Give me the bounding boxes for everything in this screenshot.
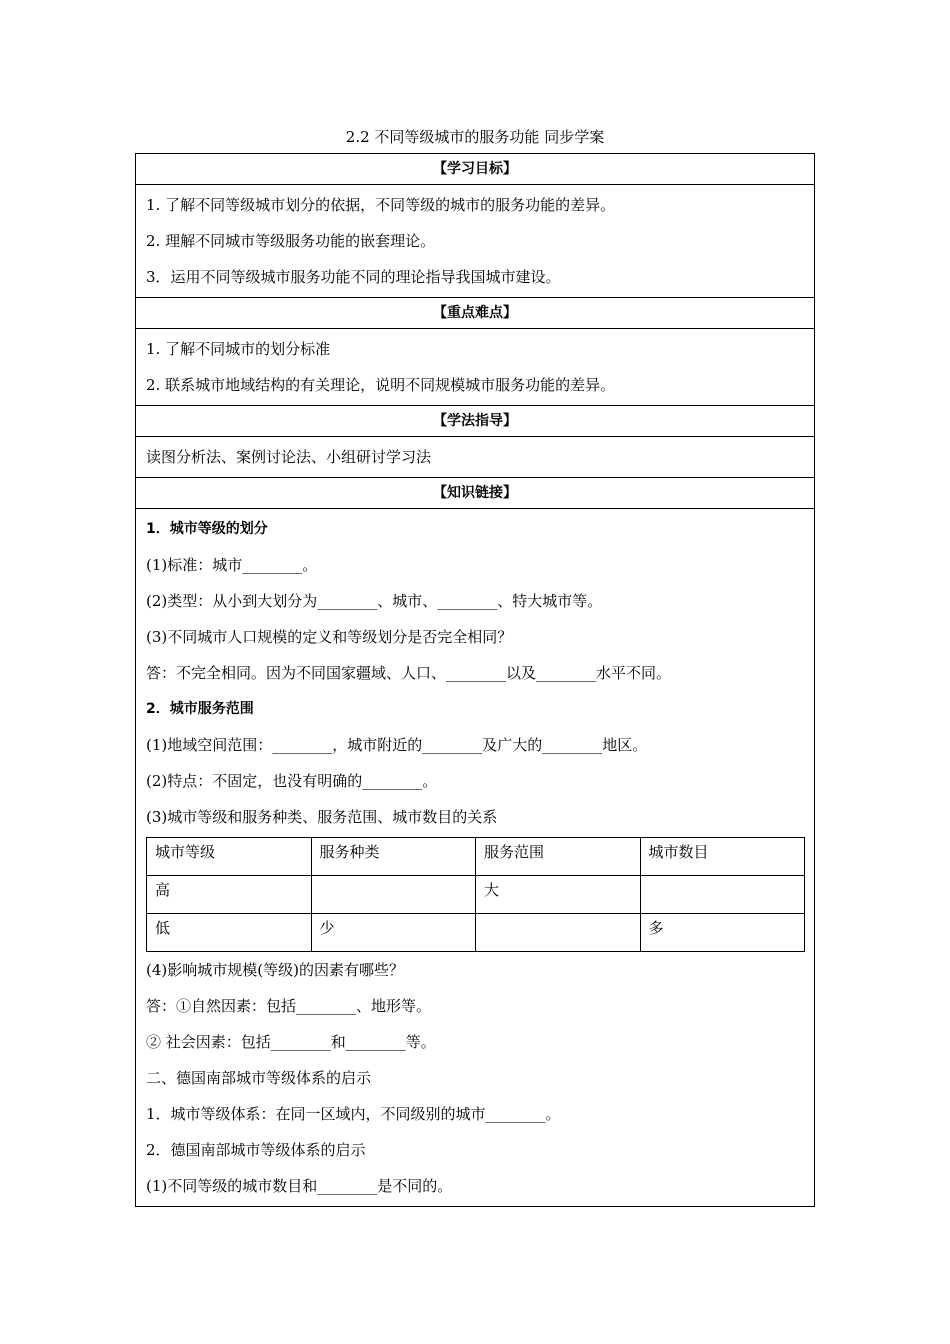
fill-blank-line: (1)标准：城市________。 <box>146 556 318 574</box>
table-row <box>147 914 805 952</box>
question-line: (3)不同城市人口规模的定义和等级划分是否完全相同？ <box>146 628 513 646</box>
fill-blank-line: (2)类型：从小到大划分为________、城市、________、特大城市等。 <box>146 592 603 610</box>
table-header-cell: 服务范围 <box>476 838 641 876</box>
table-cell: 大 <box>476 876 641 914</box>
method-header: 【学法指导】 <box>136 406 815 437</box>
answer-line: 答：不完全相同。因为不同国家疆域、人口、________以及________水平不同。 <box>146 664 672 682</box>
table-header-row <box>147 838 805 876</box>
section-heading: 二、德国南部城市等级体系的启示 <box>146 1069 372 1087</box>
city-level-table <box>146 837 805 952</box>
goal-item: 3．运用不同等级城市服务功能不同的理论指导我国城市建设。 <box>146 268 561 286</box>
subsection-heading: 2．德国南部城市等级体系的启示 <box>146 1141 366 1159</box>
goal-item: 1. 了解不同等级城市划分的依据，不同等级的城市的服务功能的差异。 <box>146 196 616 214</box>
study-guide-table <box>135 153 815 1207</box>
answer-line: ② 社会因素：包括________和________等。 <box>146 1033 436 1051</box>
table-header-cell: 城市等级 <box>147 838 312 876</box>
table-cell <box>311 876 476 914</box>
question-line: (3)城市等级和服务种类、服务范围、城市数目的关系 <box>146 808 498 826</box>
focus-item: 2. 联系城市地域结构的有关理论，说明不同规模城市服务功能的差异。 <box>146 376 616 394</box>
goals-body <box>136 185 815 298</box>
method-text: 读图分析法、案例讨论法、小组研讨学习法 <box>146 448 432 466</box>
knowledge-body <box>136 509 815 1207</box>
table-header-cell: 城市数目 <box>640 838 805 876</box>
goals-header: 【学习目标】 <box>136 154 815 185</box>
answer-line: 答：①自然因素：包括________、地形等。 <box>146 997 432 1015</box>
subsection-heading: 2．城市服务范围 <box>146 701 254 717</box>
focus-item: 1. 了解不同城市的划分标准 <box>146 340 331 358</box>
fill-blank-line: (2)特点：不固定，也没有明确的________。 <box>146 772 438 790</box>
question-line: (4)影响城市规模(等级)的因素有哪些？ <box>146 961 404 979</box>
fill-blank-line: (1)不同等级的城市数目和________是不同的。 <box>146 1177 453 1195</box>
table-cell <box>640 876 805 914</box>
focus-header: 【重点难点】 <box>136 298 815 329</box>
table-header-cell: 服务种类 <box>311 838 476 876</box>
table-cell: 多 <box>640 914 805 952</box>
subsection-heading: 1．城市等级的划分 <box>146 521 268 537</box>
method-body <box>136 437 815 478</box>
document-title: 2.2 不同等级城市的服务功能 同步学案 <box>345 128 605 146</box>
table-row <box>147 876 805 914</box>
fill-blank-line: (1)地域空间范围：________，城市附近的________及广大的________地区。 <box>146 736 648 754</box>
fill-blank-line: 1．城市等级体系：在同一区域内，不同级别的城市________。 <box>146 1105 561 1123</box>
table-cell: 少 <box>311 914 476 952</box>
knowledge-header: 【知识链接】 <box>136 478 815 509</box>
focus-body <box>136 329 815 406</box>
table-cell <box>476 914 641 952</box>
table-cell: 低 <box>147 914 312 952</box>
goal-item: 2. 理解不同城市等级服务功能的嵌套理论。 <box>146 232 436 250</box>
table-cell: 高 <box>147 876 312 914</box>
